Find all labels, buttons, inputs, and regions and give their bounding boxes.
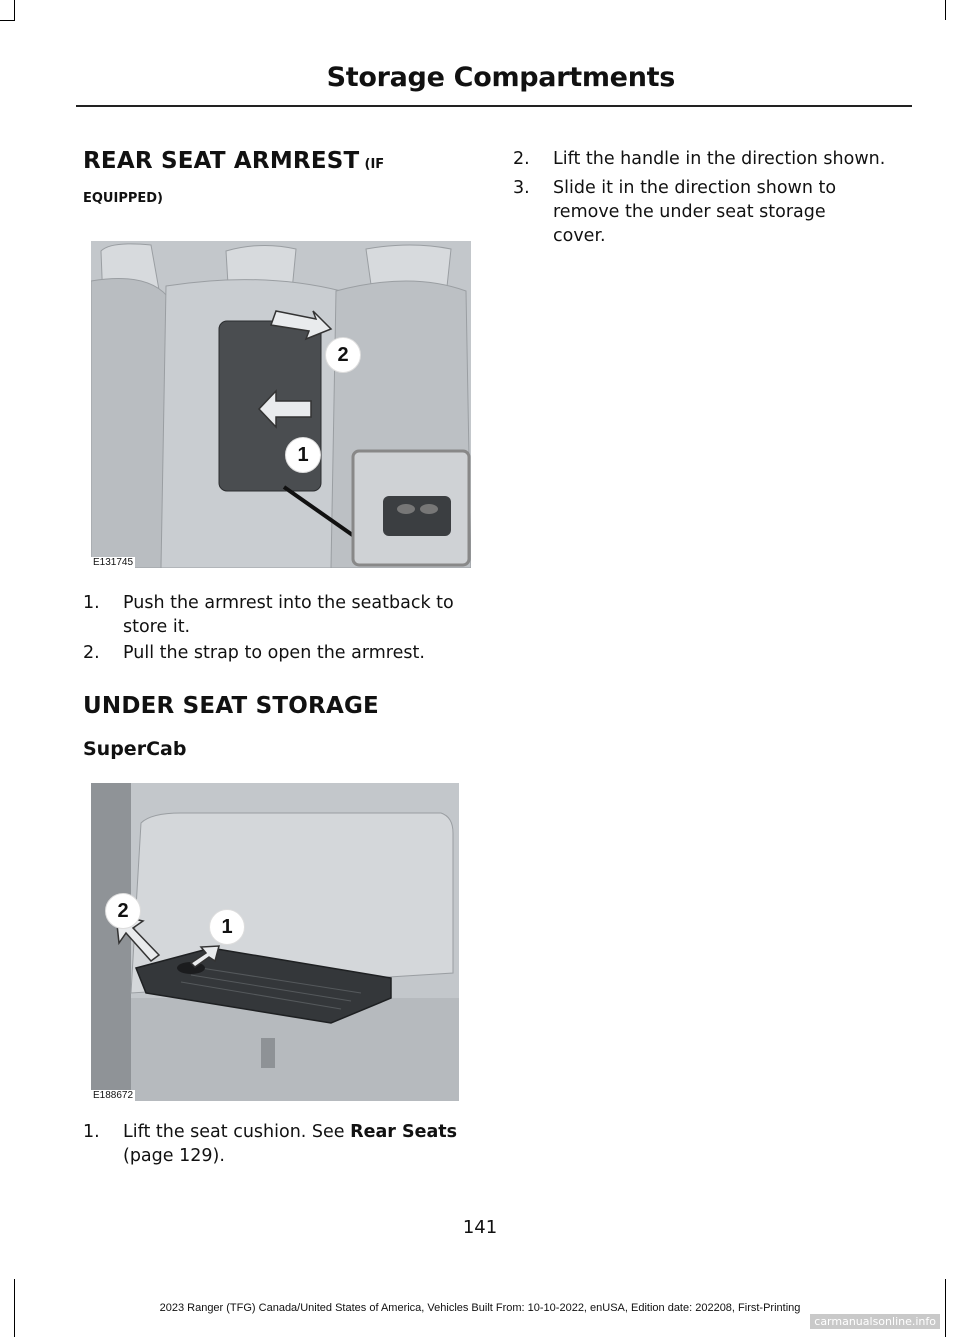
under-seat-figure [91, 783, 459, 1101]
header-divider [76, 105, 912, 107]
step-text: Pull the strap to open the armrest. [123, 643, 425, 663]
page-number: 141 [462, 1217, 498, 1238]
figure-code: E131745 [93, 557, 134, 568]
step-text: Slide it in the direction shown to remove the under seat storage cover. [553, 178, 837, 246]
step-number: 2. [513, 149, 530, 169]
armrest-illustration [91, 241, 471, 568]
step-number: 1. [83, 593, 100, 613]
step-number: 2. [83, 643, 100, 663]
callout-1: 1 [285, 437, 321, 473]
page-title: Storage Compartments [326, 62, 675, 93]
crop-mark [0, 20, 15, 21]
step-text-part: Lift the seat cushion. See [123, 1122, 351, 1142]
watermark: carmanualsonline.info [810, 1314, 940, 1329]
footer-text: 2023 Ranger (TFG) Canada/United States of America, Vehicles Built From: 10-10-2022, enUSA, Edition date: 202208, First-Printing [159, 1302, 801, 1314]
step-number: 1. [83, 1122, 100, 1142]
callout-2: 2 [325, 337, 361, 373]
step-text: Push the armrest into the seatback to store it. [123, 593, 454, 637]
under-seat-illustration [91, 783, 459, 1101]
armrest-figure [91, 241, 471, 568]
step-text [123, 1120, 483, 1168]
step-text: Lift the handle in the direction shown. [553, 149, 886, 169]
heading-line2: EQUIPPED) [83, 191, 163, 206]
crop-mark [14, 0, 15, 20]
figure-code: E188672 [93, 1090, 134, 1101]
step-number: 3. [513, 178, 530, 198]
section-heading: UNDER SEAT STORAGE [83, 693, 379, 719]
cross-reference-link[interactable]: Rear Seats [350, 1122, 458, 1142]
step-text-part: (page 129). [123, 1146, 225, 1166]
crop-mark [945, 0, 946, 20]
subheading: SuperCab [83, 738, 187, 760]
callout-2: 2 [105, 893, 141, 929]
heading-suffix: (IF [364, 157, 385, 172]
armrest-heading [83, 148, 384, 174]
section-heading: REAR SEAT ARMREST [83, 148, 360, 174]
callout-1: 1 [209, 909, 245, 945]
